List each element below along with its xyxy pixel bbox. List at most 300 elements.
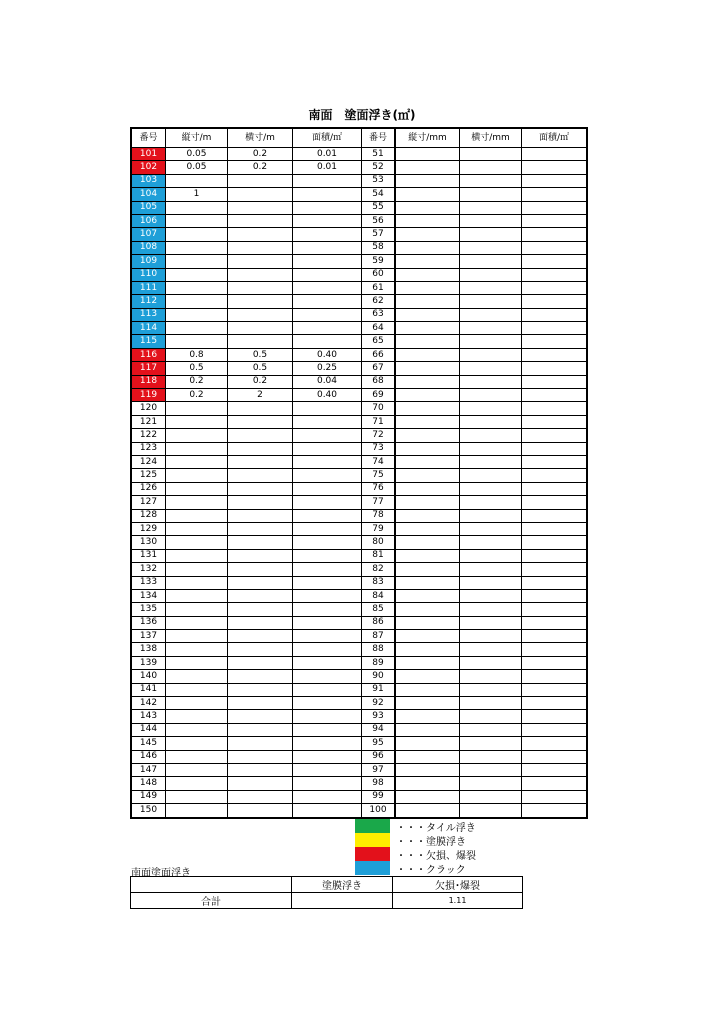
cell-vertical-mm xyxy=(395,656,460,669)
cell-number-2: 82 xyxy=(362,563,396,576)
cell-number: 147 xyxy=(131,763,166,776)
cell-horizontal xyxy=(228,496,293,509)
cell-number: 107 xyxy=(131,228,166,241)
cell-area xyxy=(293,415,362,428)
cell-horizontal xyxy=(228,442,293,455)
cell-vertical xyxy=(166,750,228,763)
cell-area-2 xyxy=(522,228,588,241)
cell-vertical-mm xyxy=(395,201,460,214)
table-row xyxy=(131,522,587,535)
cell-area xyxy=(293,777,362,790)
cell-horizontal-mm xyxy=(460,455,522,468)
cell-area-2 xyxy=(522,576,588,589)
legend-label: ・・・塗膜浮き xyxy=(396,836,466,848)
cell-vertical xyxy=(166,255,228,268)
cell-area-2 xyxy=(522,670,588,683)
cell-horizontal xyxy=(228,241,293,254)
cell-number-2: 58 xyxy=(362,241,396,254)
cell-area xyxy=(293,603,362,616)
table-row xyxy=(131,348,587,361)
header-number: 番号 xyxy=(131,128,166,148)
cell-vertical-mm xyxy=(395,322,460,335)
cell-horizontal-mm xyxy=(460,308,522,321)
cell-number: 103 xyxy=(131,174,166,187)
cell-number: 138 xyxy=(131,643,166,656)
cell-vertical-mm xyxy=(395,469,460,482)
cell-horizontal xyxy=(228,201,293,214)
table-row xyxy=(131,536,587,549)
cell-horizontal xyxy=(228,643,293,656)
cell-horizontal-mm xyxy=(460,214,522,227)
cell-number-2: 63 xyxy=(362,308,396,321)
cell-number: 145 xyxy=(131,737,166,750)
cell-horizontal xyxy=(228,589,293,602)
cell-vertical xyxy=(166,429,228,442)
cell-horizontal-mm xyxy=(460,348,522,361)
cell-area-2 xyxy=(522,335,588,348)
cell-horizontal xyxy=(228,670,293,683)
cell-number: 124 xyxy=(131,455,166,468)
table-row xyxy=(131,322,587,335)
cell-number: 136 xyxy=(131,616,166,629)
cell-area-2 xyxy=(522,188,588,201)
cell-number-2: 100 xyxy=(362,804,396,818)
cell-number-2: 75 xyxy=(362,469,396,482)
cell-number: 149 xyxy=(131,790,166,803)
cell-horizontal-mm xyxy=(460,335,522,348)
cell-horizontal xyxy=(228,455,293,468)
cell-horizontal-mm xyxy=(460,723,522,736)
table-row xyxy=(131,228,587,241)
cell-area-2 xyxy=(522,603,588,616)
summary-header-coating: 塗膜浮き xyxy=(292,877,393,893)
cell-horizontal xyxy=(228,522,293,535)
legend-item xyxy=(355,819,476,833)
cell-number: 126 xyxy=(131,482,166,495)
cell-number-2: 52 xyxy=(362,161,396,174)
cell-vertical-mm xyxy=(395,804,460,818)
cell-number: 130 xyxy=(131,536,166,549)
cell-horizontal-mm xyxy=(460,161,522,174)
cell-horizontal xyxy=(228,322,293,335)
table-row xyxy=(131,643,587,656)
cell-vertical-mm xyxy=(395,442,460,455)
cell-number: 115 xyxy=(131,335,166,348)
cell-horizontal-mm xyxy=(460,630,522,643)
cell-area-2 xyxy=(522,375,588,388)
cell-vertical xyxy=(166,214,228,227)
cell-number: 110 xyxy=(131,268,166,281)
cell-horizontal-mm xyxy=(460,174,522,187)
cell-horizontal-mm xyxy=(460,536,522,549)
cell-horizontal xyxy=(228,228,293,241)
cell-area xyxy=(293,683,362,696)
cell-number: 143 xyxy=(131,710,166,723)
cell-vertical xyxy=(166,603,228,616)
cell-vertical xyxy=(166,522,228,535)
cell-area-2 xyxy=(522,522,588,535)
cell-vertical-mm xyxy=(395,241,460,254)
cell-number-2: 78 xyxy=(362,509,396,522)
cell-area xyxy=(293,455,362,468)
cell-horizontal: 0.5 xyxy=(228,362,293,375)
cell-horizontal xyxy=(228,616,293,629)
cell-area xyxy=(293,442,362,455)
cell-horizontal xyxy=(228,790,293,803)
cell-area xyxy=(293,656,362,669)
cell-number-2: 56 xyxy=(362,214,396,227)
color-legend xyxy=(355,819,476,875)
cell-horizontal-mm xyxy=(460,429,522,442)
cell-area-2 xyxy=(522,656,588,669)
cell-area xyxy=(293,402,362,415)
header-horizontal-m: 横寸/m xyxy=(228,128,293,148)
cell-vertical-mm xyxy=(395,777,460,790)
cell-area-2 xyxy=(522,389,588,402)
cell-vertical-mm xyxy=(395,630,460,643)
cell-vertical xyxy=(166,536,228,549)
cell-horizontal xyxy=(228,214,293,227)
cell-number: 140 xyxy=(131,670,166,683)
cell-area xyxy=(293,643,362,656)
cell-horizontal-mm xyxy=(460,241,522,254)
legend-swatch-red xyxy=(355,847,390,861)
cell-vertical: 0.5 xyxy=(166,362,228,375)
cell-area xyxy=(293,174,362,187)
cell-horizontal xyxy=(228,763,293,776)
cell-number: 108 xyxy=(131,241,166,254)
table-row xyxy=(131,482,587,495)
cell-vertical xyxy=(166,402,228,415)
cell-area xyxy=(293,630,362,643)
cell-area-2 xyxy=(522,295,588,308)
cell-horizontal xyxy=(228,603,293,616)
cell-vertical xyxy=(166,616,228,629)
cell-vertical xyxy=(166,576,228,589)
cell-number-2: 96 xyxy=(362,750,396,763)
cell-horizontal xyxy=(228,630,293,643)
cell-number-2: 68 xyxy=(362,375,396,388)
cell-vertical-mm xyxy=(395,415,460,428)
cell-number-2: 59 xyxy=(362,255,396,268)
cell-vertical-mm xyxy=(395,750,460,763)
cell-number-2: 76 xyxy=(362,482,396,495)
cell-vertical-mm xyxy=(395,174,460,187)
cell-number-2: 73 xyxy=(362,442,396,455)
table-row xyxy=(131,295,587,308)
cell-number: 122 xyxy=(131,429,166,442)
table-header-row xyxy=(131,128,587,148)
cell-area-2 xyxy=(522,804,588,818)
cell-area xyxy=(293,723,362,736)
cell-horizontal-mm xyxy=(460,643,522,656)
cell-horizontal-mm xyxy=(460,763,522,776)
cell-vertical-mm xyxy=(395,496,460,509)
cell-number: 118 xyxy=(131,375,166,388)
cell-horizontal-mm xyxy=(460,576,522,589)
cell-area xyxy=(293,589,362,602)
cell-vertical xyxy=(166,710,228,723)
table-row xyxy=(131,563,587,576)
cell-number: 116 xyxy=(131,348,166,361)
cell-area xyxy=(293,214,362,227)
cell-vertical-mm xyxy=(395,603,460,616)
cell-area: 0.25 xyxy=(293,362,362,375)
cell-number: 128 xyxy=(131,509,166,522)
cell-number-2: 66 xyxy=(362,348,396,361)
table-row xyxy=(131,174,587,187)
header-vertical-mm: 縦寸/mm xyxy=(395,128,460,148)
cell-horizontal-mm xyxy=(460,228,522,241)
cell-vertical xyxy=(166,201,228,214)
table-row xyxy=(131,656,587,669)
cell-vertical xyxy=(166,455,228,468)
cell-number: 144 xyxy=(131,723,166,736)
cell-horizontal xyxy=(228,777,293,790)
cell-vertical-mm xyxy=(395,255,460,268)
cell-area xyxy=(293,281,362,294)
cell-area-2 xyxy=(522,777,588,790)
cell-area-2 xyxy=(522,563,588,576)
cell-vertical xyxy=(166,268,228,281)
table-row xyxy=(131,697,587,710)
table-row xyxy=(131,255,587,268)
cell-area-2 xyxy=(522,630,588,643)
cell-vertical xyxy=(166,630,228,643)
cell-vertical-mm xyxy=(395,375,460,388)
cell-horizontal: 0.5 xyxy=(228,348,293,361)
cell-number-2: 90 xyxy=(362,670,396,683)
cell-horizontal-mm xyxy=(460,804,522,818)
cell-vertical xyxy=(166,308,228,321)
cell-number: 131 xyxy=(131,549,166,562)
cell-area-2 xyxy=(522,496,588,509)
table-row xyxy=(131,750,587,763)
cell-horizontal xyxy=(228,268,293,281)
cell-number-2: 77 xyxy=(362,496,396,509)
cell-number-2: 93 xyxy=(362,710,396,723)
header-number-2: 番号 xyxy=(362,128,396,148)
cell-area-2 xyxy=(522,214,588,227)
cell-area xyxy=(293,563,362,576)
cell-vertical xyxy=(166,415,228,428)
cell-area xyxy=(293,241,362,254)
cell-vertical-mm xyxy=(395,214,460,227)
cell-number-2: 83 xyxy=(362,576,396,589)
cell-number-2: 71 xyxy=(362,415,396,428)
cell-number-2: 99 xyxy=(362,790,396,803)
cell-number-2: 81 xyxy=(362,549,396,562)
cell-area xyxy=(293,616,362,629)
cell-area-2 xyxy=(522,308,588,321)
table-row xyxy=(131,496,587,509)
cell-number-2: 67 xyxy=(362,362,396,375)
cell-area xyxy=(293,670,362,683)
header-horizontal-mm: 横寸/mm xyxy=(460,128,522,148)
cell-horizontal-mm xyxy=(460,790,522,803)
header-vertical-m: 縦寸/m xyxy=(166,128,228,148)
cell-horizontal xyxy=(228,656,293,669)
table-row xyxy=(131,630,587,643)
cell-horizontal xyxy=(228,255,293,268)
table-row xyxy=(131,683,587,696)
cell-area xyxy=(293,496,362,509)
table-row xyxy=(131,201,587,214)
cell-number-2: 60 xyxy=(362,268,396,281)
cell-number-2: 62 xyxy=(362,295,396,308)
cell-number: 134 xyxy=(131,589,166,602)
cell-vertical xyxy=(166,322,228,335)
cell-area xyxy=(293,228,362,241)
legend-swatch-blue xyxy=(355,861,390,875)
table-row xyxy=(131,723,587,736)
cell-area xyxy=(293,710,362,723)
cell-number: 129 xyxy=(131,522,166,535)
cell-vertical-mm xyxy=(395,522,460,535)
cell-area xyxy=(293,268,362,281)
cell-area-2 xyxy=(522,509,588,522)
cell-vertical xyxy=(166,777,228,790)
cell-horizontal-mm xyxy=(460,603,522,616)
cell-number-2: 86 xyxy=(362,616,396,629)
cell-area-2 xyxy=(522,697,588,710)
table-row xyxy=(131,415,587,428)
legend-item xyxy=(355,833,476,847)
summary-header-row xyxy=(131,877,523,893)
cell-area xyxy=(293,322,362,335)
cell-horizontal xyxy=(228,402,293,415)
cell-vertical-mm xyxy=(395,429,460,442)
cell-number-2: 72 xyxy=(362,429,396,442)
cell-horizontal xyxy=(228,536,293,549)
table-row xyxy=(131,509,587,522)
table-row xyxy=(131,335,587,348)
table-row xyxy=(131,710,587,723)
table-row xyxy=(131,362,587,375)
cell-vertical-mm xyxy=(395,148,460,161)
cell-horizontal-mm xyxy=(460,402,522,415)
cell-horizontal: 0.2 xyxy=(228,148,293,161)
cell-area-2 xyxy=(522,643,588,656)
cell-vertical-mm xyxy=(395,589,460,602)
cell-number: 150 xyxy=(131,804,166,818)
cell-horizontal-mm xyxy=(460,322,522,335)
cell-horizontal xyxy=(228,710,293,723)
cell-area-2 xyxy=(522,737,588,750)
summary-header-blank xyxy=(131,877,292,893)
cell-horizontal xyxy=(228,683,293,696)
cell-area-2 xyxy=(522,402,588,415)
cell-area xyxy=(293,308,362,321)
cell-horizontal xyxy=(228,335,293,348)
cell-vertical xyxy=(166,241,228,254)
cell-number: 137 xyxy=(131,630,166,643)
cell-horizontal-mm xyxy=(460,683,522,696)
header-area: 面積/㎡ xyxy=(293,128,362,148)
cell-horizontal xyxy=(228,563,293,576)
cell-horizontal-mm xyxy=(460,563,522,576)
cell-number: 139 xyxy=(131,656,166,669)
cell-number: 146 xyxy=(131,750,166,763)
cell-vertical xyxy=(166,656,228,669)
cell-horizontal xyxy=(228,482,293,495)
cell-number: 141 xyxy=(131,683,166,696)
cell-number: 112 xyxy=(131,295,166,308)
cell-area xyxy=(293,536,362,549)
cell-number-2: 51 xyxy=(362,148,396,161)
cell-vertical xyxy=(166,723,228,736)
cell-area-2 xyxy=(522,201,588,214)
cell-horizontal-mm xyxy=(460,670,522,683)
cell-vertical-mm xyxy=(395,268,460,281)
summary-total-row xyxy=(131,893,523,909)
cell-horizontal-mm xyxy=(460,375,522,388)
cell-number: 102 xyxy=(131,161,166,174)
cell-horizontal-mm xyxy=(460,469,522,482)
table-row xyxy=(131,442,587,455)
cell-vertical xyxy=(166,482,228,495)
table-row xyxy=(131,455,587,468)
cell-area-2 xyxy=(522,415,588,428)
cell-area-2 xyxy=(522,790,588,803)
cell-number: 105 xyxy=(131,201,166,214)
cell-horizontal-mm xyxy=(460,750,522,763)
cell-horizontal-mm xyxy=(460,737,522,750)
cell-horizontal-mm xyxy=(460,268,522,281)
cell-horizontal xyxy=(228,469,293,482)
cell-horizontal xyxy=(228,308,293,321)
cell-number: 148 xyxy=(131,777,166,790)
legend-item xyxy=(355,861,476,875)
cell-area-2 xyxy=(522,616,588,629)
table-row xyxy=(131,161,587,174)
table-row xyxy=(131,603,587,616)
cell-area: 0.01 xyxy=(293,161,362,174)
cell-area-2 xyxy=(522,750,588,763)
cell-area-2 xyxy=(522,348,588,361)
legend-item xyxy=(355,847,476,861)
cell-vertical xyxy=(166,790,228,803)
cell-number-2: 85 xyxy=(362,603,396,616)
cell-number: 117 xyxy=(131,362,166,375)
cell-number: 120 xyxy=(131,402,166,415)
table-row xyxy=(131,589,587,602)
cell-vertical: 0.2 xyxy=(166,389,228,402)
cell-number-2: 69 xyxy=(362,389,396,402)
legend-label: ・・・欠損、爆裂 xyxy=(396,850,476,862)
cell-area-2 xyxy=(522,763,588,776)
cell-horizontal-mm xyxy=(460,482,522,495)
cell-area xyxy=(293,522,362,535)
cell-vertical xyxy=(166,804,228,818)
cell-number: 104 xyxy=(131,188,166,201)
table-row xyxy=(131,469,587,482)
cell-area xyxy=(293,790,362,803)
cell-number-2: 98 xyxy=(362,777,396,790)
cell-horizontal xyxy=(228,509,293,522)
cell-area xyxy=(293,750,362,763)
cell-horizontal-mm xyxy=(460,148,522,161)
cell-vertical xyxy=(166,697,228,710)
cell-vertical-mm xyxy=(395,549,460,562)
cell-number: 135 xyxy=(131,603,166,616)
cell-number-2: 92 xyxy=(362,697,396,710)
summary-header-defect: 欠損･爆裂 xyxy=(393,877,523,893)
cell-vertical xyxy=(166,442,228,455)
legend-swatch-green xyxy=(355,819,390,833)
header-area-2: 面積/㎡ xyxy=(522,128,588,148)
cell-vertical xyxy=(166,589,228,602)
